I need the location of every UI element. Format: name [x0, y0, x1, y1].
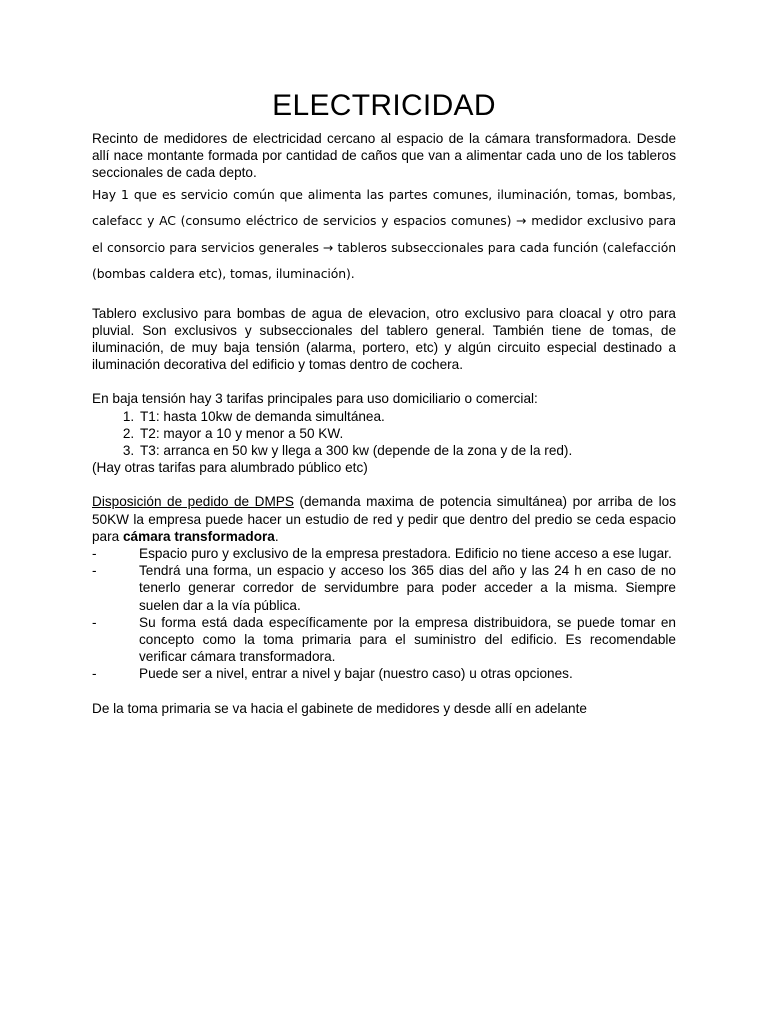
dash-marker: - [92, 666, 97, 682]
list-item-text: Puede ser a nivel, entrar a nivel y bajar (nuestro caso) u otras opciones. [139, 666, 573, 682]
paragraph-text: . [274, 528, 279, 544]
list-item: 2. T2: mayor a 10 y menor a 50 KW. [138, 425, 676, 442]
underlined-text: Disposición de pedido de DMPS [92, 494, 294, 510]
spacer [92, 683, 676, 700]
list-item-text: Espacio puro y exclusivo de la empresa prestadora. Edificio no tiene acceso a ese lugar. [139, 546, 672, 562]
paragraph-tarifas-intro: En baja tensión hay 3 tarifas principales para uso domiciliario o comercial: [92, 391, 538, 407]
paragraph-dmps [92, 493, 676, 545]
paragraph-servicio-comun: Hay 1 que es servicio común que alimenta las partes comunes, iluminación, tomas, bombas, calefacc y AC (consumo eléctrico de servicios y espacios comunes) → medidor exclusivo para el consorcio para servicios generales → tableros subseccionales para cada función (calefacción (bombas caldera etc), tomas, iluminación). [92, 186, 676, 282]
paragraph-tablero-exclusivo: Tablero exclusivo para bombas de agua de elevacion, otro exclusivo para cloacal y otro para pluvial. Son exclusivos y subseccionales del tablero general. También tiene de tomas, de iluminación, de muy baja tensión (alarma, portero, etc) y algún circuito especial destinado a iluminación decorativa del edificio y tomas dentro de cochera. [92, 305, 676, 373]
list-item [92, 562, 676, 614]
list-item [92, 614, 676, 666]
dash-marker: - [92, 546, 97, 562]
paragraph-tarifas-note: (Hay otras tarifas para alumbrado público etc) [92, 460, 368, 476]
tarifas-list [92, 408, 676, 460]
list-item: 1. T1: hasta 10kw de demanda simultánea. [138, 408, 676, 425]
list-item [92, 545, 676, 562]
list-item [92, 665, 676, 682]
page-title: ELECTRICIDAD [272, 89, 496, 122]
list-item-text: Su forma está dada específicamente por la empresa distribuidora, se puede tomar en concepto como la toma primaria para el suministro del edificio. Es recomendable verificar cámara transformadora. [139, 614, 676, 665]
spacer [92, 373, 676, 390]
list-item-text: Tendrá una forma, un espacio y acceso los 365 dias del año y las 24 h en caso de no tenerlo generar corredor de servidumbre para poder acceder a la misma. Siempre suelen dar a la vía pública. [139, 563, 676, 613]
document-page [92, 86, 676, 717]
dash-marker: - [92, 614, 97, 630]
spacer [92, 476, 676, 493]
paragraph-toma-primaria: De la toma primaria se va hacia el gabinete de medidores y desde allí en adelante [92, 700, 587, 716]
list-item: 3. T3: arranca en 50 kw y llega a 300 kw (depende de la zona y de la red). [138, 442, 676, 459]
dash-marker: - [92, 563, 97, 579]
bold-text: cámara transformadora [122, 528, 275, 544]
paragraph-text: (demanda maxima de potencia simultánea) por arriba de los 50KW la empresa puede hacer un estudio de red y pedir que dentro del predio se ceda espacio para [92, 494, 677, 544]
paragraph-recinto: Recinto de medidores de electricidad cercano al espacio de la cámara transformadora. Desde allí nace montante formada por cantidad de caños que van a alimentar cada uno de los tableros seccionales de cada depto. [92, 131, 676, 181]
spacer [92, 288, 676, 305]
